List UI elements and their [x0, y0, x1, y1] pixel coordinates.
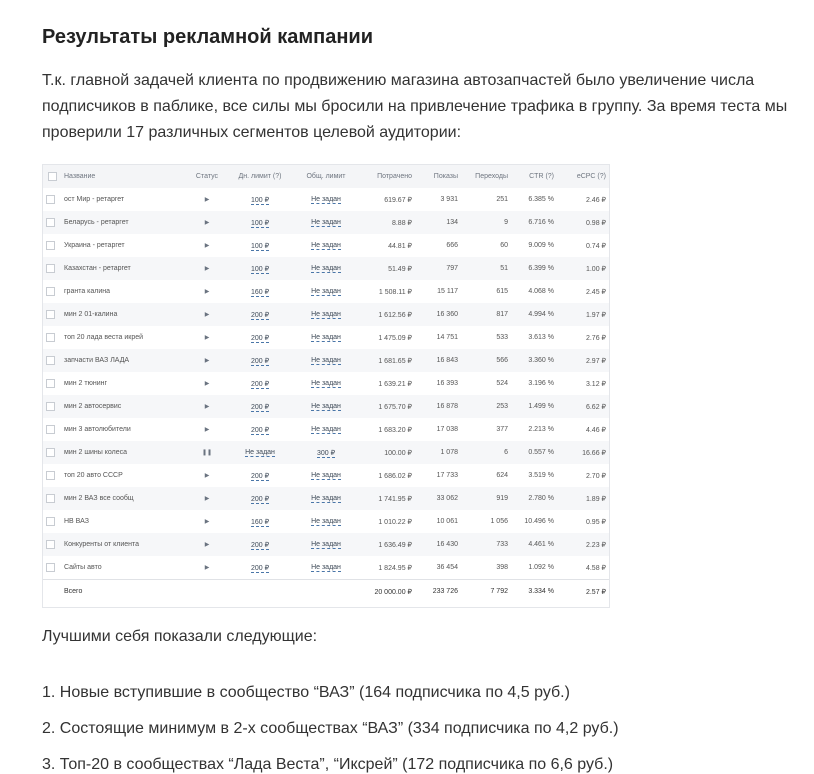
ctr-value: 4.994 % [511, 303, 557, 326]
col-spent[interactable]: Потрачено [359, 165, 415, 188]
ecpc-value: 0.74 ₽ [585, 242, 606, 250]
campaign-name: Конкуренты от клиента [61, 533, 187, 556]
table-row[interactable] [43, 418, 609, 441]
shows-value: 16 430 [415, 533, 461, 556]
ecpc-value: 2.76 ₽ [585, 334, 606, 342]
clicks-value: 9 [461, 211, 511, 234]
day-limit-link[interactable]: 100 ₽ [250, 242, 270, 250]
total-limit-link[interactable]: Не задан [293, 211, 359, 234]
clicks-value: 919 [461, 487, 511, 510]
ecpc-value: 1.97 ₽ [557, 303, 609, 326]
row-checkbox[interactable] [43, 234, 61, 257]
best-segments-title: Лучшими себя показали следующие: [42, 628, 318, 645]
campaign-name: Казахстан - ретаргет [61, 257, 187, 280]
ecpc-value: 3.12 ₽ [585, 380, 606, 388]
clicks-value: 398 [496, 564, 508, 571]
total-limit-link[interactable]: Не задан [311, 242, 341, 249]
total-limit-link[interactable]: Не задан [311, 288, 341, 295]
shows-value: 666 [446, 242, 458, 249]
total-clicks: 7 792 [461, 580, 511, 604]
table-row[interactable] [43, 257, 609, 280]
table-row[interactable] [43, 349, 609, 372]
ecpc-value: 4.46 ₽ [585, 426, 606, 434]
campaign-name: Сайты авто [64, 564, 102, 571]
day-limit-link[interactable]: 200 ₽ [250, 380, 270, 388]
campaign-name: топ 20 авто СССР [64, 472, 123, 479]
spent-value: 1 824.95 ₽ [378, 564, 412, 572]
shows-value: 33 062 [415, 487, 461, 510]
day-limit-link[interactable]: 100 ₽ [250, 196, 270, 204]
play-icon[interactable]: ▶ [204, 427, 210, 433]
table-row[interactable] [43, 441, 609, 464]
campaign-name: мин 2 шины колеса [61, 441, 187, 464]
table-header [43, 165, 609, 188]
spent-value: 1 508.11 ₽ [378, 288, 412, 296]
table-row[interactable] [43, 211, 609, 234]
row-checkbox[interactable] [43, 487, 61, 510]
clicks-value: 817 [461, 303, 511, 326]
table-row[interactable] [43, 533, 609, 556]
row-checkbox[interactable] [43, 280, 61, 303]
clicks-value: 253 [461, 395, 511, 418]
play-icon[interactable]: ▶ [204, 289, 210, 295]
campaign-name: гранта калина [64, 288, 111, 295]
clicks-value: 377 [496, 426, 508, 433]
row-checkbox[interactable] [43, 533, 61, 556]
intro-paragraph: Т.к. главной задачей клиента по продвижению магазина автозапчастей было увеличение числа подписчиков в паблике, все силы мы бросили на привлечение трафика в группу. За время теста мы проверили 17 различных сегментов целевой аудитории: [42, 72, 788, 141]
total-limit-link[interactable]: Не задан [311, 334, 341, 341]
clicks-value: 60 [500, 242, 508, 249]
row-checkbox[interactable] [43, 372, 61, 395]
campaign-name: мин 2 тюнинг [64, 380, 108, 387]
campaign-name: мин 2 ВАЗ все сообщ [61, 487, 187, 510]
spent-value: 1 636.49 ₽ [359, 533, 415, 556]
ecpc-value: 4.58 ₽ [585, 564, 606, 572]
total-ecpc: 2.57 ₽ [557, 580, 609, 604]
ctr-value: 6.716 % [511, 211, 557, 234]
clicks-value: 533 [496, 334, 508, 341]
day-limit-link[interactable]: 100 ₽ [227, 257, 293, 280]
play-icon[interactable]: ▶ [204, 197, 210, 203]
spent-value: 44.81 ₽ [388, 242, 412, 250]
total-limit-link[interactable]: Не задан [311, 564, 341, 571]
campaign-name: мин 2 автосервис [61, 395, 187, 418]
clicks-value: 51 [461, 257, 511, 280]
table-row[interactable] [43, 234, 609, 257]
ctr-value: 4.461 % [511, 533, 557, 556]
play-icon[interactable]: ▶ [204, 381, 210, 387]
spent-value: 100.00 ₽ [359, 441, 415, 464]
row-checkbox[interactable] [43, 418, 61, 441]
ctr-value: 3.613 % [528, 334, 554, 341]
campaign-name: Беларусь - ретаргет [61, 211, 187, 234]
ctr-value: 2.213 % [528, 426, 554, 433]
day-limit-link[interactable]: 200 ₽ [227, 533, 293, 556]
spent-value: 1 686.02 ₽ [378, 472, 412, 480]
ecpc-value: 2.45 ₽ [585, 288, 606, 296]
page-title: Результаты рекламной кампании [42, 26, 374, 48]
shows-value: 16 843 [415, 349, 461, 372]
col-ctr[interactable]: CTR (?) [511, 165, 557, 188]
play-icon[interactable]: ▶ [204, 473, 210, 479]
clicks-value: 1 056 [490, 518, 508, 525]
ecpc-value: 2.46 ₽ [585, 196, 606, 204]
list-item: 3. Топ-20 в сообществах “Лада Веста”, “Иксрей” (172 подписчика по 6,6 руб.) [42, 756, 614, 773]
spent-value: 1 475.09 ₽ [378, 334, 412, 342]
list-item: 1. Новые вступившие в сообщество “ВАЗ” (164 подписчика по 4,5 руб.) [42, 684, 570, 701]
shows-value: 16 393 [436, 380, 458, 387]
day-limit-link[interactable]: 160 ₽ [250, 288, 270, 296]
play-icon[interactable]: ▶ [204, 335, 210, 341]
shows-value: 797 [415, 257, 461, 280]
total-limit-link[interactable]: Не задан [311, 196, 341, 203]
shows-value: 16 360 [415, 303, 461, 326]
shows-value: 1 078 [415, 441, 461, 464]
total-limit-link[interactable]: Не задан [311, 426, 341, 433]
col-status[interactable]: Статус [187, 165, 227, 188]
row-checkbox[interactable] [43, 556, 61, 580]
col-total-limit[interactable]: Общ. лимит [293, 165, 359, 188]
total-limit-link[interactable]: Не задан [293, 349, 359, 372]
spent-value: 1 681.65 ₽ [359, 349, 415, 372]
clicks-value: 615 [496, 288, 508, 295]
day-limit-link[interactable]: 200 ₽ [250, 334, 270, 342]
campaign-table [42, 164, 610, 608]
spent-value: 8.88 ₽ [359, 211, 415, 234]
total-limit-link[interactable]: 300 ₽ [293, 441, 359, 464]
campaign-name: мин 3 автолюбители [64, 426, 131, 433]
row-checkbox[interactable] [43, 395, 61, 418]
shows-value: 10 061 [436, 518, 458, 525]
day-limit-link[interactable]: 200 ₽ [250, 564, 270, 572]
row-checkbox[interactable] [43, 257, 61, 280]
ctr-value: 0.557 % [511, 441, 557, 464]
shows-value: 14 751 [436, 334, 458, 341]
spent-value: 1 675.70 ₽ [359, 395, 415, 418]
col-name[interactable]: Название [61, 165, 187, 188]
clicks-value: 733 [461, 533, 511, 556]
play-icon[interactable]: ▶ [187, 211, 227, 234]
play-icon[interactable]: ▶ [187, 303, 227, 326]
clicks-value: 524 [496, 380, 508, 387]
campaign-name: топ 20 лада веста икрей [64, 334, 144, 341]
spent-value: 1 741.95 ₽ [359, 487, 415, 510]
ctr-value: 10.496 % [524, 518, 554, 525]
ecpc-value: 0.95 ₽ [585, 518, 606, 526]
ecpc-value: 2.70 ₽ [585, 472, 606, 480]
row-checkbox[interactable] [43, 188, 61, 211]
ctr-value: 1.092 % [528, 564, 554, 571]
total-ctr: 3.334 % [511, 580, 557, 604]
ctr-value: 6.385 % [528, 196, 554, 203]
play-icon[interactable]: ▶ [187, 533, 227, 556]
day-limit-link[interactable]: 200 ₽ [250, 426, 270, 434]
campaign-name: ост Мир - ретаргет [64, 196, 125, 203]
spent-value: 51.49 ₽ [359, 257, 415, 280]
campaign-name: НВ ВАЗ [64, 518, 89, 525]
select-all-checkbox[interactable] [43, 165, 61, 188]
spent-value: 1 612.56 ₽ [359, 303, 415, 326]
play-icon[interactable]: ▶ [187, 349, 227, 372]
table-total-row [43, 580, 609, 604]
total-label: Всего [61, 580, 187, 604]
ctr-value: 4.068 % [528, 288, 554, 295]
total-limit-link[interactable]: Не задан [293, 487, 359, 510]
total-shows: 233 726 [415, 580, 461, 604]
row-checkbox[interactable] [43, 303, 61, 326]
row-checkbox[interactable] [43, 441, 61, 464]
day-limit-link[interactable]: 200 ₽ [227, 349, 293, 372]
total-limit-link[interactable]: Не задан [311, 518, 341, 525]
play-icon[interactable]: ▶ [204, 565, 210, 571]
day-limit-link[interactable]: 160 ₽ [250, 518, 270, 526]
day-limit-link[interactable]: 200 ₽ [250, 472, 270, 480]
shows-value: 17 038 [436, 426, 458, 433]
ecpc-value: 1.89 ₽ [557, 487, 609, 510]
pause-icon[interactable]: ❚❚ [187, 441, 227, 464]
ecpc-value: 16.66 ₽ [557, 441, 609, 464]
play-icon[interactable]: ▶ [187, 395, 227, 418]
ctr-value: 3.519 % [528, 472, 554, 479]
campaign-name: запчасти ВАЗ ЛАДА [61, 349, 187, 372]
ecpc-value: 2.97 ₽ [557, 349, 609, 372]
table-row[interactable] [43, 556, 609, 580]
play-icon[interactable]: ▶ [187, 257, 227, 280]
clicks-value: 624 [496, 472, 508, 479]
row-checkbox[interactable] [43, 326, 61, 349]
total-limit-link[interactable]: Не задан [311, 472, 341, 479]
spent-value: 619.67 ₽ [384, 196, 412, 204]
row-checkbox[interactable] [43, 211, 61, 234]
row-checkbox[interactable] [43, 510, 61, 533]
table-row[interactable] [43, 280, 609, 303]
day-limit-link[interactable]: Не задан [227, 441, 293, 464]
ctr-value: 2.780 % [511, 487, 557, 510]
spent-value: 1 639.21 ₽ [378, 380, 412, 388]
spent-value: 1 010.22 ₽ [378, 518, 412, 526]
col-ecpc[interactable]: eCPC (?) [557, 165, 609, 188]
campaign-name: Украина - ретаргет [64, 242, 125, 249]
row-checkbox[interactable] [43, 349, 61, 372]
day-limit-link[interactable]: 100 ₽ [227, 211, 293, 234]
ecpc-value: 6.62 ₽ [557, 395, 609, 418]
total-spent: 20 000.00 ₽ [359, 580, 415, 604]
total-limit-link[interactable]: Не задан [293, 257, 359, 280]
play-icon[interactable]: ▶ [187, 487, 227, 510]
row-checkbox[interactable] [43, 464, 61, 487]
col-shows[interactable]: Показы [415, 165, 461, 188]
col-clicks[interactable]: Переходы [461, 165, 511, 188]
ecpc-value: 2.23 ₽ [557, 533, 609, 556]
table-row[interactable] [43, 510, 609, 533]
table-row[interactable] [43, 487, 609, 510]
clicks-value: 6 [461, 441, 511, 464]
clicks-value: 251 [496, 196, 508, 203]
clicks-value: 566 [461, 349, 511, 372]
day-limit-link[interactable]: 200 ₽ [227, 487, 293, 510]
ctr-value: 9.009 % [528, 242, 554, 249]
list-item: 2. Состоящие минимум в 2-х сообществах “ВАЗ” (334 подписчика по 4,2 руб.) [42, 720, 619, 737]
total-limit-link[interactable]: Не задан [293, 303, 359, 326]
table-row[interactable] [43, 464, 609, 487]
shows-value: 36 454 [436, 564, 458, 571]
table-row[interactable] [43, 372, 609, 395]
day-limit-link[interactable]: 200 ₽ [227, 395, 293, 418]
shows-value: 134 [415, 211, 461, 234]
total-limit-link[interactable]: Не задан [293, 533, 359, 556]
campaign-name: мин 2 01-калина [61, 303, 187, 326]
table-row[interactable] [43, 326, 609, 349]
play-icon[interactable]: ▶ [204, 519, 210, 525]
col-day-limit[interactable]: Дн. лимит (?) [227, 165, 293, 188]
ecpc-value: 1.00 ₽ [557, 257, 609, 280]
shows-value: 15 117 [437, 288, 458, 295]
day-limit-link[interactable]: 200 ₽ [227, 303, 293, 326]
ctr-value: 6.399 % [511, 257, 557, 280]
total-limit-link[interactable]: Не задан [293, 395, 359, 418]
table-row[interactable] [43, 395, 609, 418]
ctr-value: 3.360 % [511, 349, 557, 372]
shows-value: 17 733 [436, 472, 458, 479]
shows-value: 3 931 [440, 196, 458, 203]
table-row[interactable] [43, 188, 609, 211]
shows-value: 16 878 [415, 395, 461, 418]
play-icon[interactable]: ▶ [204, 243, 210, 249]
ctr-value: 1.499 % [511, 395, 557, 418]
ctr-value: 3.196 % [528, 380, 554, 387]
table-row[interactable] [43, 303, 609, 326]
spent-value: 1 683.20 ₽ [378, 426, 412, 434]
ecpc-value: 0.98 ₽ [557, 211, 609, 234]
total-limit-link[interactable]: Не задан [311, 380, 341, 387]
